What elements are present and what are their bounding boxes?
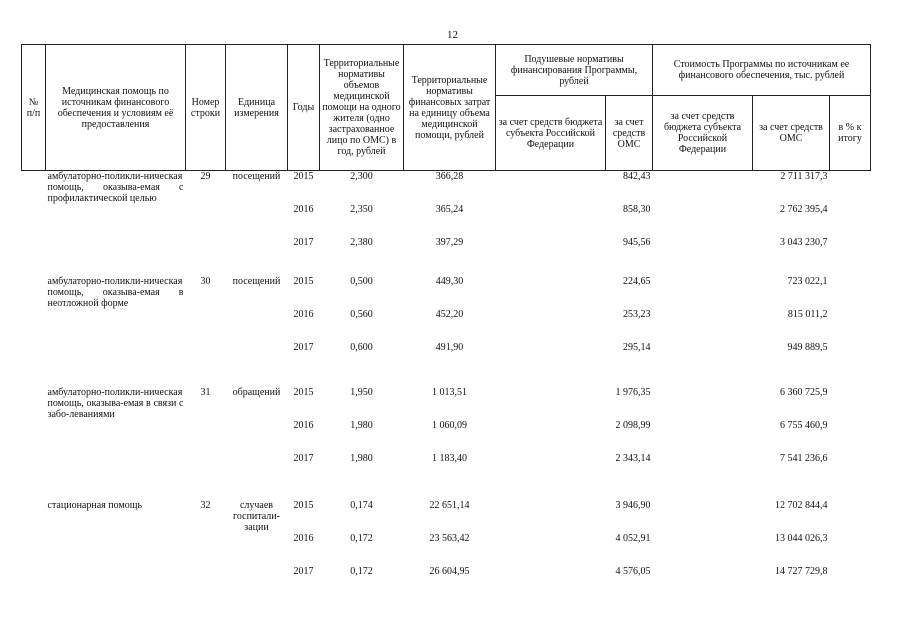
cell-year: 2017 bbox=[293, 342, 314, 353]
cell-program-oms: 3 043 230,7 bbox=[780, 237, 828, 248]
cell-cost: 365,24 bbox=[435, 204, 464, 215]
cell-cost: 452,20 bbox=[435, 309, 464, 320]
cell-cost: 23 563,42 bbox=[429, 533, 470, 544]
financing-table bbox=[21, 44, 871, 599]
cell-cost: 1 013,51 bbox=[432, 387, 467, 398]
cell-year: 2017 bbox=[293, 453, 314, 464]
header-program-group: Стоимость Программы по источникам ее финансового обеспечения, тыс. рублей bbox=[653, 45, 871, 96]
cell-percapita-oms: 2 343,14 bbox=[615, 453, 651, 464]
cell-program-budget bbox=[653, 276, 753, 309]
header-row-number: Номер строки bbox=[186, 45, 226, 171]
cell-row-number: 29 bbox=[200, 171, 211, 182]
cell-percapita-oms: 3 946,90 bbox=[615, 500, 651, 511]
cell-percapita-budget bbox=[496, 420, 606, 453]
cell-program-oms: 815 011,2 bbox=[787, 309, 828, 320]
cell-year: 2016 bbox=[293, 533, 314, 544]
table-row bbox=[22, 500, 871, 533]
cell-cost: 491,90 bbox=[435, 342, 464, 353]
cell-program-percent bbox=[830, 342, 871, 375]
cell-no bbox=[22, 171, 46, 271]
cell-percapita-budget bbox=[496, 276, 606, 309]
cell-no bbox=[22, 276, 46, 375]
cell-program-budget bbox=[653, 387, 753, 420]
cell-program-percent bbox=[830, 566, 871, 599]
table-row bbox=[22, 276, 871, 309]
cell-year: 2016 bbox=[293, 309, 314, 320]
cell-year: 2017 bbox=[293, 566, 314, 577]
cell-volume: 1,980 bbox=[350, 420, 373, 431]
cell-no bbox=[22, 387, 46, 486]
cell-program-budget bbox=[653, 566, 753, 599]
cell-program-budget bbox=[653, 420, 753, 453]
cell-program-budget bbox=[653, 500, 753, 533]
cell-program-budget bbox=[653, 237, 753, 270]
cell-volume: 2,350 bbox=[350, 204, 373, 215]
cell-name: амбулаторно-поликли-ническая помощь, оказыва-емая с профилактической целью bbox=[47, 171, 184, 204]
cell-volume: 0,560 bbox=[350, 309, 373, 320]
cell-year: 2017 bbox=[293, 237, 314, 248]
cell-unit: посещений bbox=[232, 276, 281, 287]
cell-volume: 1,950 bbox=[350, 387, 373, 398]
cell-program-oms: 723 022,1 bbox=[787, 276, 828, 287]
cell-program-oms: 949 889,5 bbox=[787, 342, 828, 353]
cell-program-percent bbox=[830, 171, 871, 205]
cell-no bbox=[22, 500, 46, 599]
cell-program-percent bbox=[830, 533, 871, 566]
page-number: 12 bbox=[447, 29, 458, 41]
header-unit: Единица измерения bbox=[226, 45, 288, 171]
cell-name: амбулаторно-поликли-ническая помощь, оказыва-емая в связи с забо-леваниями bbox=[47, 387, 184, 420]
cell-program-budget bbox=[653, 171, 753, 205]
cell-volume: 0,174 bbox=[350, 500, 373, 511]
cell-program-percent bbox=[830, 453, 871, 486]
cell-percapita-budget bbox=[496, 453, 606, 486]
header-volume-norm: Территориальные нормативы объемов медицинской помощи на одного жителя (одно застрахованное лицо по ОМС) в год, рублей bbox=[320, 45, 404, 171]
header-no: № п/п bbox=[22, 45, 46, 171]
header-years: Годы bbox=[288, 45, 320, 171]
cell-cost: 366,28 bbox=[435, 171, 464, 182]
cell-volume: 0,172 bbox=[350, 533, 373, 544]
cell-year: 2015 bbox=[293, 387, 314, 398]
cell-row-number: 32 bbox=[200, 500, 211, 511]
spacer-cell bbox=[22, 486, 871, 500]
cell-name: стационарная помощь bbox=[47, 500, 143, 511]
cell-percapita-oms: 4 576,05 bbox=[615, 566, 651, 577]
cell-program-percent bbox=[830, 276, 871, 309]
cell-volume: 2,300 bbox=[350, 171, 373, 182]
cell-percapita-oms: 2 098,99 bbox=[615, 420, 651, 431]
cell-program-percent bbox=[830, 420, 871, 453]
cell-year: 2015 bbox=[293, 500, 314, 511]
cell-percapita-budget bbox=[496, 237, 606, 270]
cell-percapita-oms: 1 976,35 bbox=[615, 387, 651, 398]
cell-year: 2016 bbox=[293, 420, 314, 431]
cell-cost: 22 651,14 bbox=[429, 500, 470, 511]
cell-program-percent bbox=[830, 309, 871, 342]
header-percapita-group: Подушевые нормативы финансирования Программы, рублей bbox=[496, 45, 653, 96]
cell-unit: посещений bbox=[232, 171, 281, 182]
cell-program-oms: 7 541 236,6 bbox=[780, 453, 828, 464]
cell-volume: 0,172 bbox=[350, 566, 373, 577]
cell-year: 2015 bbox=[293, 276, 314, 287]
cell-percapita-oms: 295,14 bbox=[623, 342, 651, 353]
cell-program-oms: 14 727 729,8 bbox=[775, 566, 828, 577]
cell-percapita-budget bbox=[496, 342, 606, 375]
cell-percapita-budget bbox=[496, 566, 606, 599]
table-row bbox=[22, 171, 871, 205]
cell-program-budget bbox=[653, 309, 753, 342]
cell-unit: обращений bbox=[232, 387, 281, 398]
header-percapita-oms: за счет средств ОМС bbox=[606, 96, 653, 171]
cell-percapita-oms: 842,43 bbox=[623, 171, 651, 182]
cell-percapita-budget bbox=[496, 387, 606, 420]
cell-unit: случаев госпитали-зации bbox=[233, 500, 280, 533]
cell-volume: 1,980 bbox=[350, 453, 373, 464]
cell-program-oms: 13 044 026,3 bbox=[775, 533, 828, 544]
cell-volume: 2,380 bbox=[350, 237, 373, 248]
cell-percapita-oms: 224,65 bbox=[623, 276, 651, 287]
cell-percapita-budget bbox=[496, 309, 606, 342]
cell-percapita-budget bbox=[496, 204, 606, 237]
cell-program-percent bbox=[830, 237, 871, 270]
header-name: Медицинская помощь по источникам финансового обеспечения и условиям её предоставления bbox=[46, 45, 186, 171]
cell-year: 2015 bbox=[293, 171, 314, 182]
cell-program-oms: 2 711 317,3 bbox=[780, 171, 828, 182]
cell-program-budget bbox=[653, 204, 753, 237]
header-program-budget: за счет средств бюджета субъекта Российской Федерации bbox=[653, 96, 753, 171]
header-cost-norm: Территориальные нормативы финансовых затрат на единицу объема медицинской помощи, рублей bbox=[404, 45, 496, 171]
cell-program-percent bbox=[830, 500, 871, 533]
cell-program-oms: 2 762 395,4 bbox=[780, 204, 828, 215]
cell-percapita-budget bbox=[496, 171, 606, 205]
cell-year: 2016 bbox=[293, 204, 314, 215]
header-percapita-budget: за счет средств бюджета субъекта Российской Федерации bbox=[496, 96, 606, 171]
cell-volume: 0,600 bbox=[350, 342, 373, 353]
cell-volume: 0,500 bbox=[350, 276, 373, 287]
row-spacer bbox=[22, 375, 871, 387]
cell-cost: 397,29 bbox=[435, 237, 464, 248]
cell-row-number: 30 bbox=[200, 276, 211, 287]
cell-percapita-oms: 945,56 bbox=[623, 237, 651, 248]
cell-name: амбулаторно-поликли-ническая помощь, оказыва-емая в неотложной форме bbox=[47, 276, 184, 309]
cell-program-oms: 6 755 460,9 bbox=[780, 420, 828, 431]
cell-program-percent bbox=[830, 204, 871, 237]
cell-row-number: 31 bbox=[200, 387, 211, 398]
spacer-cell bbox=[22, 375, 871, 387]
cell-percapita-budget bbox=[496, 533, 606, 566]
table-body bbox=[22, 171, 871, 600]
cell-program-budget bbox=[653, 342, 753, 375]
cell-percapita-oms: 858,30 bbox=[623, 204, 651, 215]
table-row bbox=[22, 387, 871, 420]
cell-percapita-oms: 253,23 bbox=[623, 309, 651, 320]
cell-program-budget bbox=[653, 453, 753, 486]
cell-cost: 26 604,95 bbox=[429, 566, 470, 577]
cell-cost: 1 060,09 bbox=[432, 420, 467, 431]
header-program-oms: за счет средств ОМС bbox=[753, 96, 830, 171]
cell-cost: 449,30 bbox=[435, 276, 464, 287]
cell-program-oms: 12 702 844,4 bbox=[775, 500, 828, 511]
cell-program-oms: 6 360 725,9 bbox=[780, 387, 828, 398]
cell-program-budget bbox=[653, 533, 753, 566]
cell-percapita-oms: 4 052,91 bbox=[615, 533, 651, 544]
header-program-percent: в % к итогу bbox=[830, 96, 871, 171]
cell-program-percent bbox=[830, 387, 871, 420]
row-spacer bbox=[22, 486, 871, 500]
cell-cost: 1 183,40 bbox=[432, 453, 467, 464]
financing-table-container bbox=[21, 44, 870, 599]
cell-percapita-budget bbox=[496, 500, 606, 533]
